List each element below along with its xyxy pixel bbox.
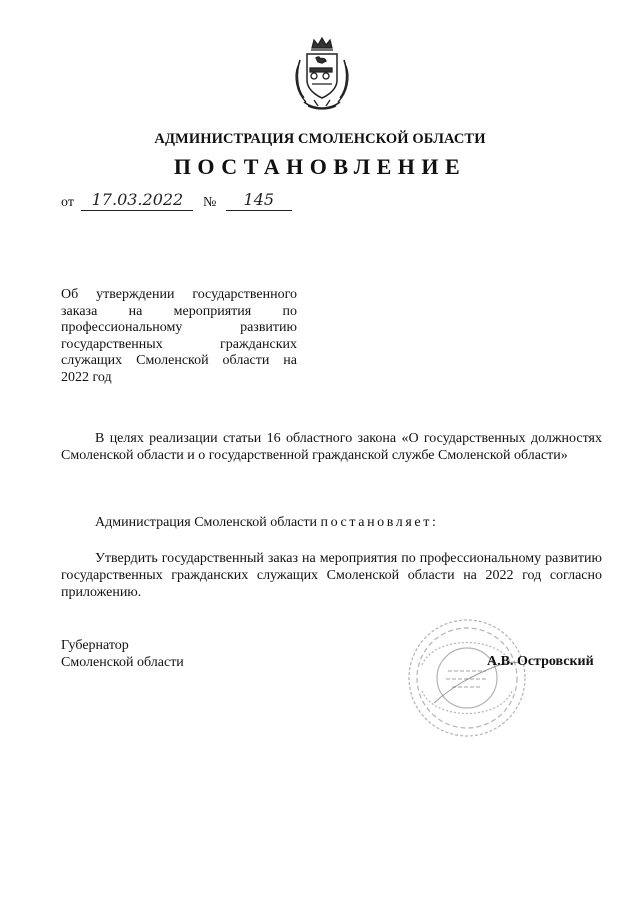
- organization-title: АДМИНИСТРАЦИЯ СМОЛЕНСКОЙ ОБЛАСТИ: [154, 131, 486, 147]
- signer-position-line1: Губернатор: [61, 638, 129, 653]
- decision-paragraph: Утвердить государственный заказ на мероприятия по профессиональному развитию государственных гражданских служащих Смоленской области на 2022 год согласно приложению.: [61, 551, 602, 600]
- handwritten-date: 17.03.2022: [81, 190, 193, 211]
- signer-position: [61, 637, 184, 671]
- coat-of-arms-icon: [292, 36, 352, 112]
- signer-name: А.В. Островский: [487, 654, 594, 669]
- number-prefix: №: [202, 195, 217, 210]
- resolution-word: постановляет:: [320, 515, 439, 530]
- resolution-intro: [61, 514, 602, 531]
- handwritten-number: 145: [226, 190, 292, 211]
- preamble-paragraph: В целях реализации статьи 16 областного закона «О государственных должностях Смоленской области и о государственной гражданской службе Смоленской области»: [61, 431, 602, 463]
- registration-line: [61, 190, 292, 211]
- official-seal-stamp-icon: [404, 615, 530, 741]
- resolution-intro-text: Администрация Смоленской области: [95, 515, 318, 530]
- document-type-title: ПОСТАНОВЛЕНИЕ: [173, 154, 467, 179]
- date-prefix: от: [61, 195, 74, 210]
- signer-position-line2: Смоленской области: [61, 655, 184, 670]
- document-subject: Об утверждении государственного заказа на мероприятия по профессиональному развитию государственных гражданских служащих Смоленской области на 2022 год: [61, 287, 297, 385]
